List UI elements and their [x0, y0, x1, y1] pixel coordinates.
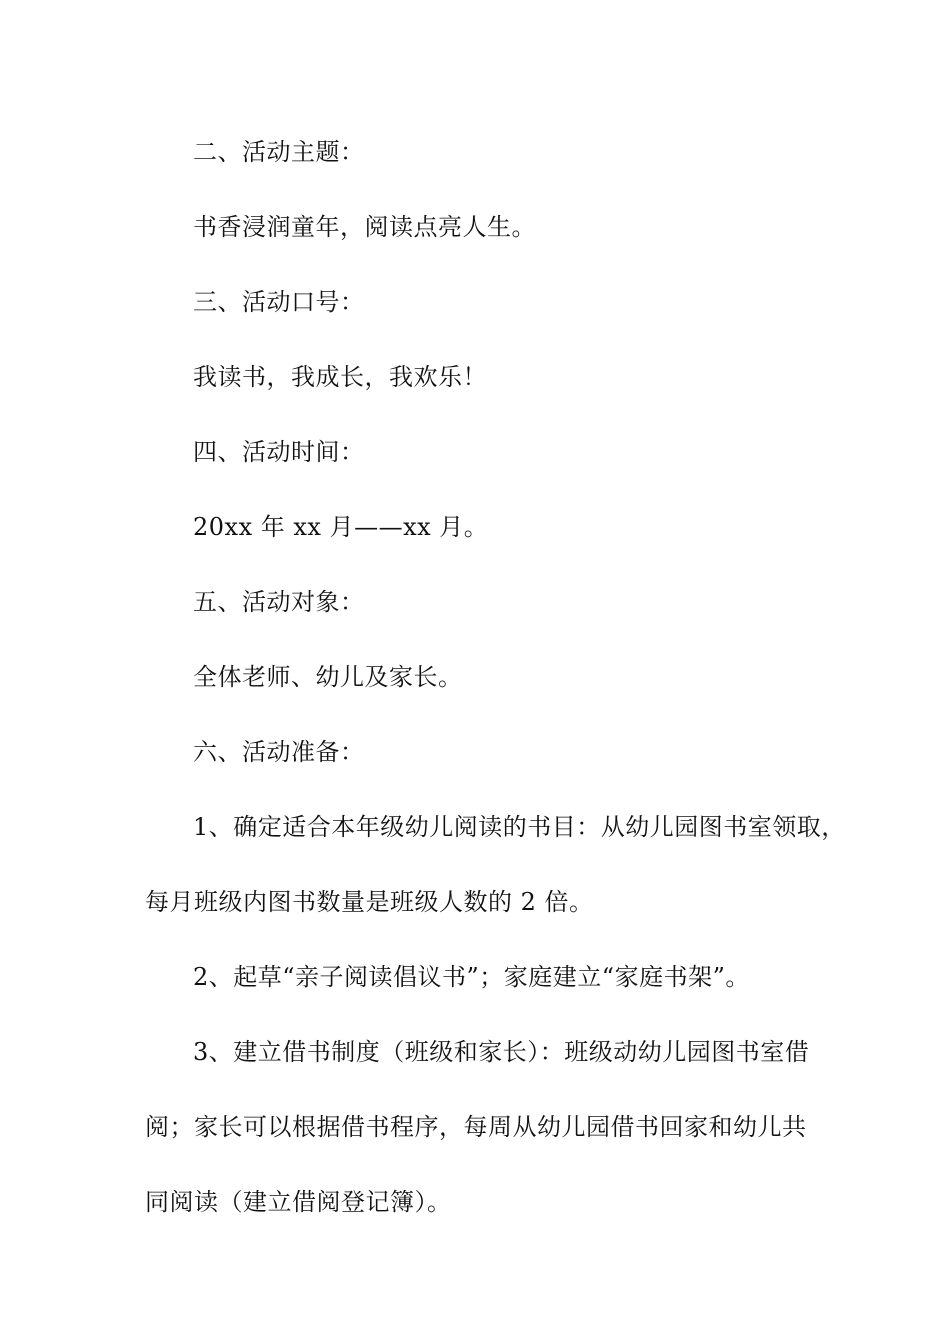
section-heading-slogan: 三、活动口号： — [193, 288, 365, 316]
preparation-item-1-line-1: 1、确定适合本年级幼儿阅读的书目：从幼儿园图书室领取， — [193, 813, 846, 841]
section-heading-audience: 五、活动对象： — [193, 588, 365, 616]
preparation-item-3-line-1: 3、建立借书制度（班级和家长）：班级动幼儿园图书室借 — [193, 1038, 810, 1066]
preparation-item-3-line-2: 阅；家长可以根据借书程序，每周从幼儿园借书回家和幼儿共 — [145, 1113, 807, 1141]
preparation-item-3-line-3: 同阅读（建立借阅登记簿）。 — [145, 1188, 452, 1216]
slogan-text: 我读书，我成长，我欢乐！ — [193, 363, 487, 391]
section-heading-theme: 二、活动主题： — [193, 138, 365, 166]
section-heading-time: 四、活动时间： — [193, 438, 365, 466]
audience-text: 全体老师、幼儿及家长。 — [193, 663, 463, 691]
theme-text: 书香浸润童年，阅读点亮人生。 — [193, 213, 536, 241]
preparation-item-1-line-2: 每月班级内图书数量是班级人数的 2 倍。 — [145, 888, 594, 916]
time-text: 20xx 年 xx 月——xx 月。 — [193, 513, 489, 541]
preparation-item-2: 2、起草“亲子阅读倡议书”；家庭建立“家庭书架”。 — [193, 963, 750, 991]
section-heading-preparation: 六、活动准备： — [193, 738, 365, 766]
